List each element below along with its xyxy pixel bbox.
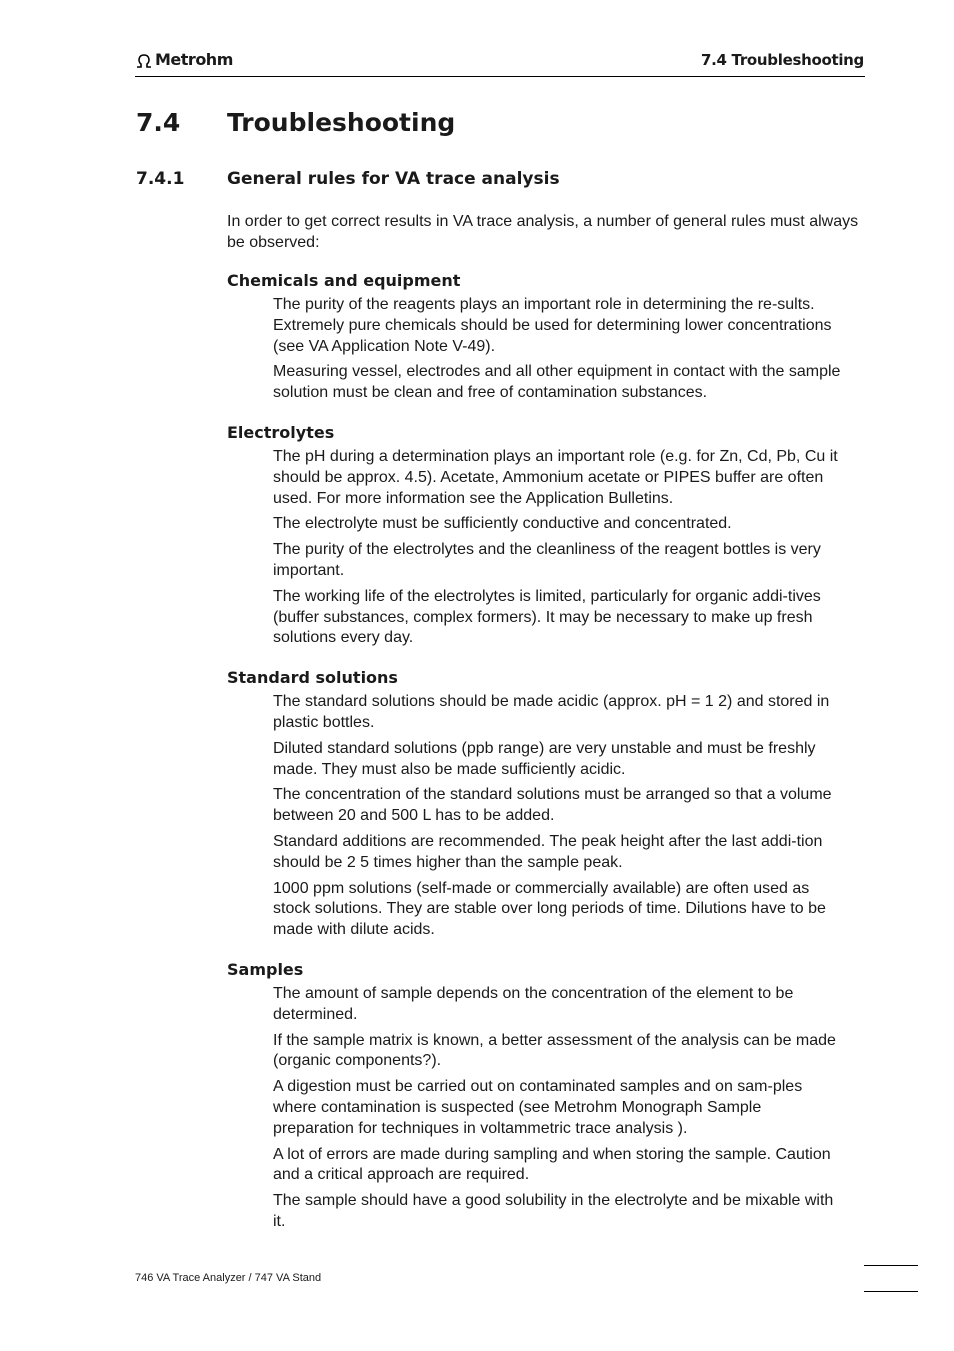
- footer-rule: [864, 1291, 918, 1292]
- paragraph: 1000 ppm solutions (self-made or commercially available) are often used as stock solutions. They are stable over long periods of time. Dilutions have to be made with dilute acids.: [273, 879, 826, 939]
- paragraph: The sample should have a good solubility in the electrolyte and be mixable with it.: [273, 1192, 834, 1230]
- paragraph: The amount of sample depends on the concentration of the element to be determined.: [273, 984, 794, 1023]
- paragraph: Diluted standard solutions (ppb range) are very unstable and must be freshly made. They must also be made sufficiently acidic.: [273, 739, 816, 778]
- section-number: 7.4: [136, 108, 181, 137]
- footer-product: 746 VA Trace Analyzer / 747 VA Stand: [135, 1272, 322, 1284]
- paragraph: A lot of errors are made during sampling and when storing the sample. Caution and a critical approach are required.: [273, 1145, 831, 1184]
- subsection-number: 7.4.1: [136, 169, 185, 189]
- paragraph: The pH during a determination plays an important role (e.g. for Zn, Cd, Pb, Cu it should be approx. 4.5). Acetate, Ammonium acetate or PIPES buffer are often used. For more information see the Application Bulletins.: [273, 447, 838, 507]
- section-title: Samples: [227, 959, 304, 979]
- section-standard-solutions: [227, 667, 847, 941]
- paragraph: The purity of the reagents plays an important role in determining the re-sults. Extremely pure chemicals should be used for determining lower concentrations (see VA Application Note V-49).: [273, 296, 832, 355]
- page-title: Troubleshooting: [227, 108, 456, 137]
- subsection-title: General rules for VA trace analysis: [227, 169, 560, 189]
- paragraph: A digestion must be carried out on contaminated samples and on sam-ples where contamination is suspected (see Metrohm Monograph Sample preparation for techniques in voltammetric trace analysis ).: [273, 1078, 803, 1137]
- section-electrolytes: [227, 422, 847, 649]
- section-title: Chemicals and equipment: [227, 271, 461, 290]
- section-samples: [227, 959, 847, 1233]
- section-chemicals: [227, 270, 847, 404]
- paragraph: Measuring vessel, electrodes and all other equipment in contact with the sample solution must be clean and free of contamination substances.: [273, 363, 841, 402]
- rules-content: [227, 270, 847, 1251]
- header-rule: [135, 76, 865, 77]
- paragraph: The standard solutions should be made acidic (approx. pH = 1 2) and stored in plastic bottles.: [273, 693, 830, 731]
- paragraph: The working life of the electrolytes is limited, particularly for organic addi-tives (buffer substances, complex formers). It may be necessary to make up fresh solutions every day.: [273, 587, 821, 647]
- paragraph: The concentration of the standard solutions must be arranged so that a volume between 20 and 500 L has to be added.: [273, 786, 832, 825]
- running-header: 7.4 Troubleshooting: [700, 51, 864, 69]
- intro-paragraph: In order to get correct results in VA trace analysis, a number of general rules must always be observed:: [227, 213, 859, 251]
- paragraph: The electrolyte must be sufficiently conductive and concentrated.: [273, 515, 732, 533]
- section-title: Standard solutions: [227, 668, 398, 688]
- paragraph: If the sample matrix is known, a better assessment of the analysis can be made (organic components?).: [273, 1031, 836, 1070]
- footer-rule: [864, 1265, 918, 1266]
- omega-logo-icon: [135, 52, 153, 68]
- section-title: Electrolytes: [227, 422, 335, 442]
- logo-text: Metrohm: [155, 50, 233, 69]
- metrohm-logo: [135, 50, 233, 69]
- paragraph: The purity of the electrolytes and the cleanliness of the reagent bottles is very important.: [273, 541, 821, 579]
- paragraph: Standard additions are recommended. The peak height after the last addi-tion should be 2 5 times higher than the sample peak.: [273, 832, 823, 871]
